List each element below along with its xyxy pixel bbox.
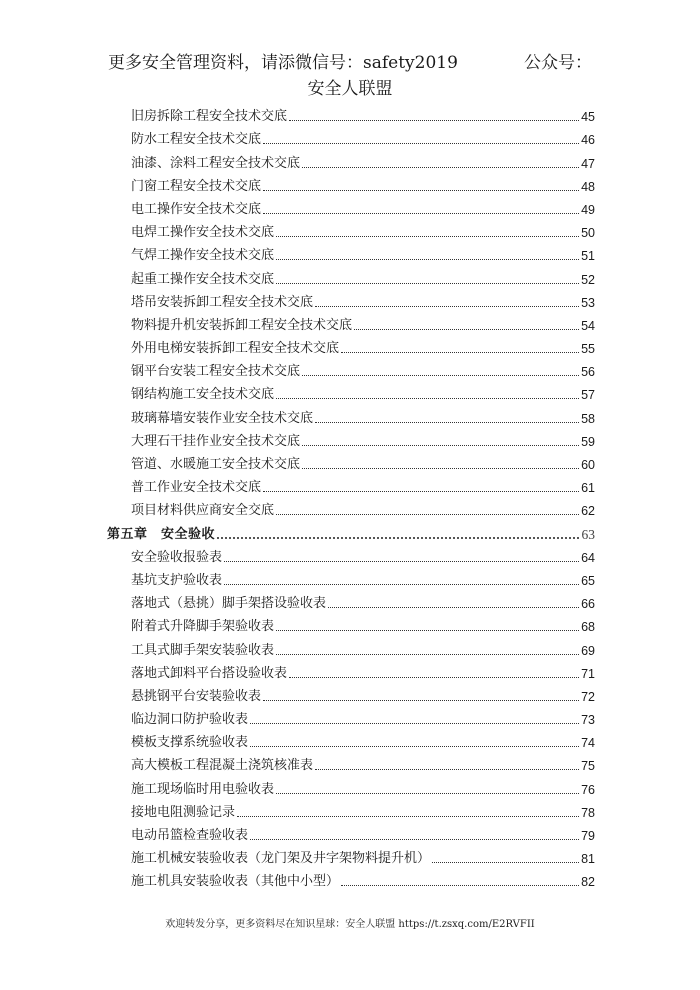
toc-dot-leader	[315, 305, 579, 307]
toc-page-number: 81	[581, 852, 595, 867]
toc-entry-row[interactable]	[107, 543, 595, 566]
toc-entry-title: 管道、水暖施工安全技术交底	[131, 457, 301, 472]
toc-dot-leader	[289, 676, 579, 678]
toc-dot-leader	[302, 444, 579, 446]
toc-page-number: 48	[581, 179, 595, 194]
toc-entry-row[interactable]	[107, 241, 595, 264]
toc-page-number: 76	[581, 782, 595, 797]
toc-entry-title: 项目材料供应商安全交底	[131, 503, 275, 519]
toc-entry-title: 起重工操作安全技术交底	[131, 271, 275, 287]
toc-entry-row[interactable]	[107, 821, 595, 844]
toc-entry-title: 模板支撑系统验收表	[131, 735, 249, 751]
header-public-account-label: 公众号：	[524, 53, 592, 73]
toc-page-number: 79	[581, 829, 595, 843]
toc-entry-row[interactable]	[107, 659, 595, 682]
toc-entry-row[interactable]	[107, 172, 595, 195]
table-of-contents	[107, 102, 595, 890]
page-header	[0, 50, 700, 102]
toc-entry-row[interactable]	[107, 798, 595, 821]
toc-entry-title: 落地式（悬挑）脚手架搭设验收表	[131, 596, 327, 612]
toc-entry-title: 临边洞口防护验收表	[131, 712, 249, 728]
toc-entry-title: 钢平台安装工程安全技术交底	[131, 364, 301, 380]
toc-page-number: 60	[581, 458, 595, 472]
toc-dot-leader	[302, 374, 579, 376]
toc-dot-leader	[224, 583, 579, 585]
toc-dot-leader	[276, 629, 579, 631]
toc-dot-leader	[263, 189, 579, 191]
toc-page-number: 52	[581, 272, 595, 287]
toc-dot-leader	[263, 490, 579, 492]
toc-entry-title: 工具式脚手架安装验收表	[131, 642, 275, 658]
toc-entry-row[interactable]	[107, 380, 595, 403]
toc-dot-leader	[328, 606, 579, 608]
toc-dot-leader	[276, 282, 579, 284]
toc-entry-title: 旧房拆除工程安全技术交底	[131, 109, 288, 125]
toc-page-number: 57	[581, 388, 595, 403]
header-public-account-name: 安全人联盟	[307, 79, 393, 99]
toc-page-number: 82	[581, 875, 595, 890]
toc-entry-row[interactable]	[107, 288, 595, 311]
toc-entry-row[interactable]	[107, 148, 595, 171]
toc-entry-row[interactable]	[107, 218, 595, 241]
toc-dot-leader	[263, 212, 579, 214]
toc-entry-row[interactable]	[107, 357, 595, 380]
toc-entry-row[interactable]	[107, 635, 595, 658]
toc-entry-title: 施工现场临时用电验收表	[131, 781, 275, 797]
toc-dot-leader	[315, 768, 579, 770]
toc-dot-leader	[276, 235, 579, 237]
toc-page-number: 51	[581, 249, 595, 264]
toc-dot-leader	[432, 861, 579, 863]
toc-entry-title: 高大模板工程混凝土浇筑核准表	[131, 758, 314, 774]
toc-dot-leader	[289, 119, 579, 121]
toc-dot-leader	[250, 838, 579, 840]
toc-entry-row[interactable]	[107, 403, 595, 426]
toc-entry-row[interactable]	[107, 264, 595, 287]
toc-dot-leader	[354, 328, 579, 330]
toc-page-number: 64	[581, 550, 595, 565]
toc-entry-title: 电动吊篮检查验收表	[131, 828, 249, 843]
toc-dot-leader	[341, 884, 579, 886]
toc-entry-row[interactable]	[107, 774, 595, 797]
toc-page-number: 58	[581, 411, 595, 426]
toc-dot-leader	[302, 467, 579, 469]
toc-page-number: 68	[581, 620, 595, 635]
toc-page-number: 74	[581, 736, 595, 751]
toc-page-number: 73	[581, 713, 595, 728]
toc-entry-title: 外用电梯安装拆卸工程安全技术交底	[131, 341, 340, 357]
toc-dot-leader	[263, 699, 579, 701]
toc-entry-row[interactable]	[107, 450, 595, 473]
toc-entry-row[interactable]	[107, 705, 595, 728]
toc-entry-row[interactable]	[107, 566, 595, 589]
toc-entry-title: 施工机具安装验收表（其他中小型）	[131, 874, 340, 890]
toc-entry-title: 钢结构施工安全技术交底	[131, 387, 275, 403]
toc-entry-title: 电焊工操作安全技术交底	[131, 225, 275, 241]
toc-entry-title: 第五章 安全验收	[107, 526, 216, 542]
toc-page-number: 75	[581, 759, 595, 774]
toc-entry-title: 气焊工操作安全技术交底	[131, 248, 275, 264]
toc-page-number: 55	[581, 342, 595, 357]
toc-entry-row[interactable]	[107, 195, 595, 218]
toc-entry-row[interactable]	[107, 102, 595, 125]
toc-page-number: 66	[581, 597, 595, 612]
toc-entry-row[interactable]	[107, 589, 595, 612]
toc-dot-leader	[237, 815, 579, 817]
toc-entry-title: 落地式卸料平台搭设验收表	[131, 665, 288, 681]
toc-page-number: 47	[581, 156, 595, 171]
toc-dot-leader	[276, 653, 579, 655]
page-footer: 欢迎转发分享，更多资料尽在知识星球：安全人联盟 https://t.zsxq.com/E2RVFII	[165, 919, 535, 930]
toc-page-number: 53	[581, 295, 595, 310]
toc-dot-leader	[263, 142, 579, 144]
toc-dot-leader	[315, 421, 579, 423]
toc-entry-row[interactable]	[107, 311, 595, 334]
toc-entry-row[interactable]	[107, 682, 595, 705]
toc-dot-leader	[276, 513, 579, 515]
toc-page-number: 62	[581, 504, 595, 519]
header-line-1	[0, 50, 700, 76]
toc-page-number: 46	[581, 133, 595, 148]
toc-page-number: 50	[581, 226, 595, 241]
toc-entry-row[interactable]	[107, 125, 595, 148]
toc-entry-row[interactable]	[107, 496, 595, 519]
toc-entry-title: 防水工程安全技术交底	[131, 132, 262, 148]
toc-entry-row[interactable]	[107, 334, 595, 357]
toc-page-number: 49	[581, 202, 595, 217]
toc-entry-row[interactable]	[107, 867, 595, 890]
toc-dot-leader	[302, 166, 579, 168]
toc-dot-leader	[276, 258, 579, 260]
toc-entry-row[interactable]	[107, 612, 595, 635]
toc-chapter-row[interactable]	[107, 519, 595, 542]
toc-page-number: 65	[581, 573, 595, 588]
toc-dot-leader	[276, 397, 579, 399]
toc-dot-leader	[217, 536, 579, 539]
toc-page-number: 59	[581, 434, 595, 449]
toc-page-number: 45	[581, 110, 595, 125]
toc-entry-title: 玻璃幕墙安装作业安全技术交底	[131, 410, 314, 426]
toc-entry-title: 物料提升机安装拆卸工程安全技术交底	[131, 317, 353, 333]
toc-entry-title: 普工作业安全技术交底	[131, 480, 262, 496]
toc-dot-leader	[250, 722, 579, 724]
toc-entry-title: 施工机械安装验收表（龙门架及井字架物料提升机）	[131, 851, 431, 867]
toc-entry-title: 附着式升降脚手架验收表	[131, 619, 275, 635]
toc-page-number: 61	[581, 481, 595, 496]
toc-entry-title: 塔吊安装拆卸工程安全技术交底	[131, 294, 314, 310]
toc-entry-title: 安全验收报验表	[131, 549, 223, 565]
header-wechat-text: 更多安全管理资料，请添微信号：safety2019	[108, 53, 458, 73]
toc-dot-leader	[224, 560, 579, 562]
toc-dot-leader	[250, 745, 579, 747]
toc-entry-title: 油漆、涂料工程安全技术交底	[131, 155, 301, 171]
toc-entry-title: 大理石干挂作业安全技术交底	[131, 433, 301, 449]
toc-dot-leader	[276, 792, 579, 794]
toc-entry-title: 悬挑钢平台安装验收表	[131, 688, 262, 704]
toc-page-number: 71	[581, 666, 595, 681]
toc-entry-row[interactable]	[107, 728, 595, 751]
toc-page-number: 78	[581, 805, 595, 820]
toc-dot-leader	[341, 351, 579, 353]
toc-entry-row[interactable]	[107, 427, 595, 450]
toc-page-number: 54	[581, 318, 595, 333]
toc-page-number: 63	[581, 526, 595, 542]
toc-entry-title: 电工操作安全技术交底	[131, 201, 262, 217]
toc-entry-row[interactable]	[107, 473, 595, 496]
toc-entry-row[interactable]	[107, 751, 595, 774]
toc-entry-title: 基坑支护验收表	[131, 572, 223, 588]
toc-entry-title: 接地电阻测验记录	[131, 804, 236, 820]
toc-entry-row[interactable]	[107, 844, 595, 867]
toc-entry-title: 门窗工程安全技术交底	[131, 178, 262, 194]
toc-page-number: 72	[581, 689, 595, 704]
toc-page-number: 69	[581, 643, 595, 658]
toc-page-number: 56	[581, 365, 595, 380]
